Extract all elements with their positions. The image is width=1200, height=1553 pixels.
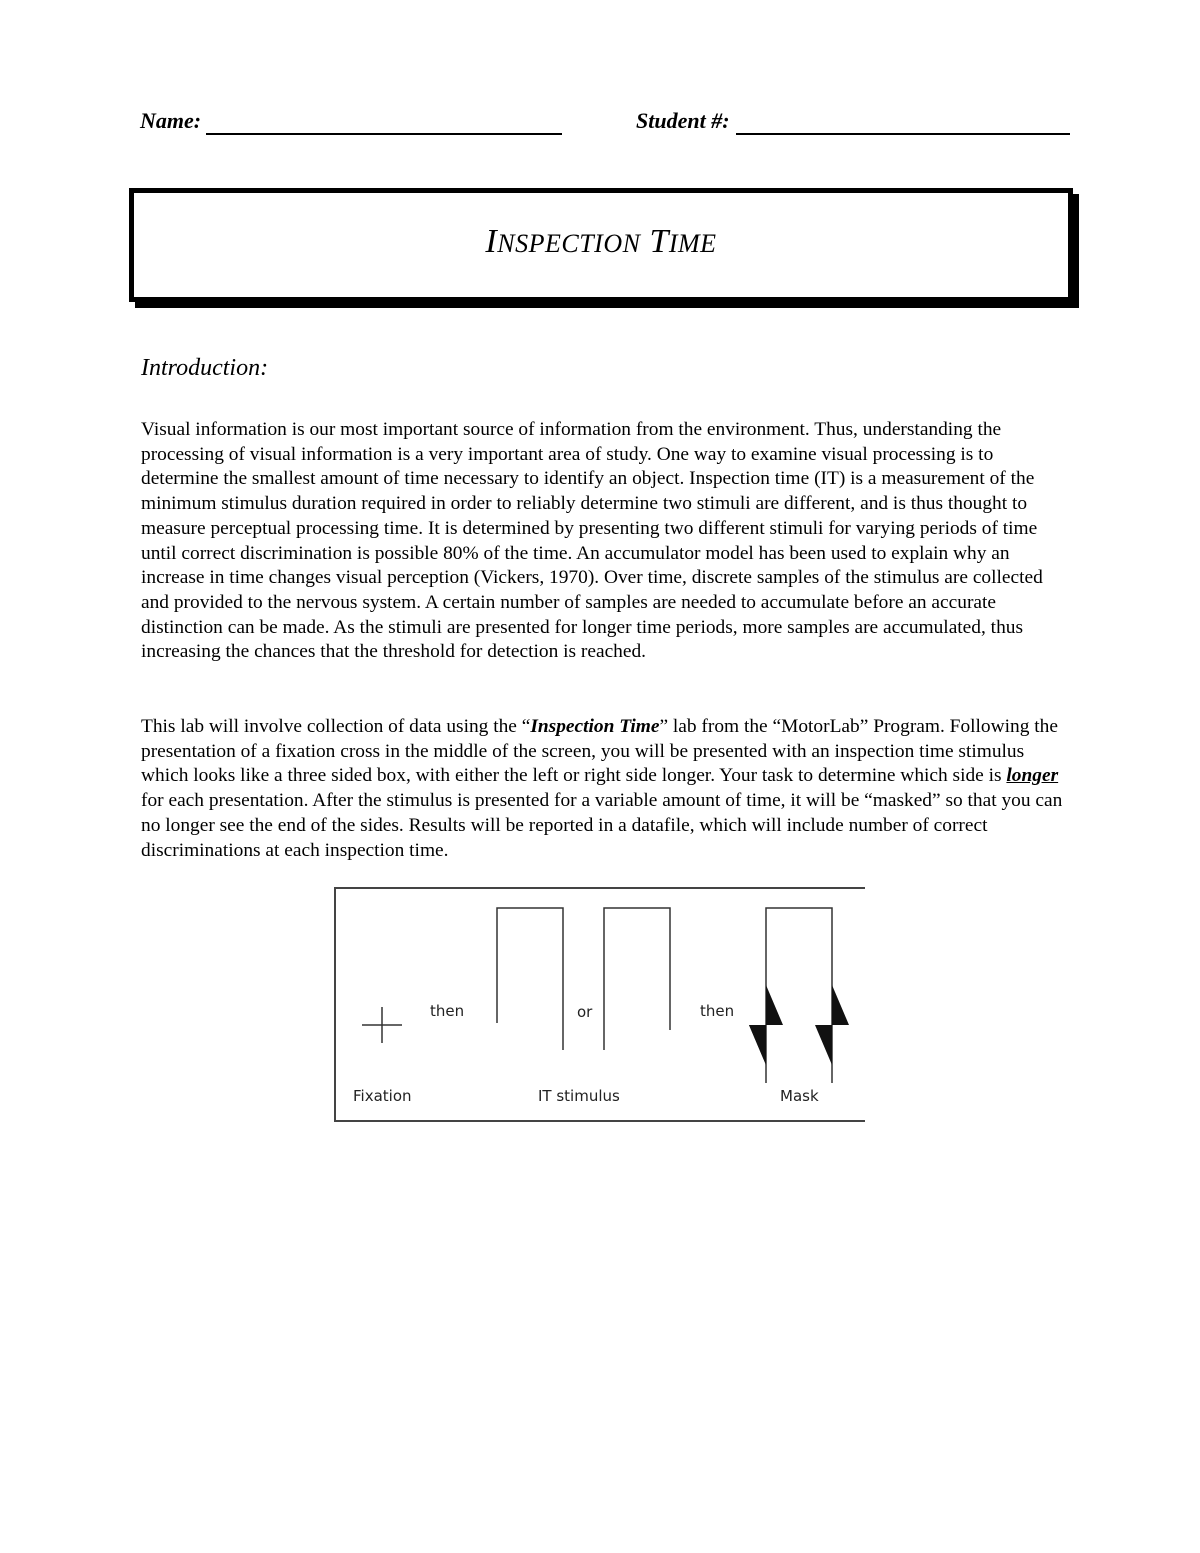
section-heading-introduction: Introduction: bbox=[141, 355, 269, 381]
fixation-cross-icon bbox=[362, 907, 402, 1043]
name-label: Name: bbox=[140, 108, 202, 133]
header-fields bbox=[140, 108, 1072, 138]
student-number-label: Student #: bbox=[636, 108, 730, 133]
name-field bbox=[140, 108, 201, 134]
emphasis-longer: longer bbox=[1006, 765, 1059, 787]
name-blank-line bbox=[206, 133, 562, 135]
inspection-time-figure bbox=[334, 887, 866, 1123]
figure-then-label-1: then bbox=[430, 1002, 465, 1020]
title-box bbox=[129, 188, 1073, 302]
figure-fixation-caption: Fixation bbox=[353, 1087, 412, 1105]
figure-or-label: or bbox=[577, 1003, 593, 1021]
it-stimulus-right-longer bbox=[604, 908, 670, 1050]
figure-then-label-2: then bbox=[700, 1002, 735, 1020]
student-number-blank-line bbox=[736, 133, 1070, 135]
figure-mask-caption: Mask bbox=[780, 1087, 819, 1105]
page-title: INSPECTION TIME bbox=[485, 223, 717, 260]
student-number-field bbox=[636, 108, 730, 134]
intro-paragraph-2: This lab will involve collection of data using the “Inspection Time” lab from the “MotorLab” Program. Following the presentation of a fixation cross in the middle of the screen, you will be presented with an inspection time stimulus which looks like a three sided box, with either the left or right side longer. Your task to determine which side is longer for each presentation. After the stimulus is presented for a variable amount of time, it will be “masked” so that you can no longer see the end of the sides. Results will be reported in a datafile, which will include number of correct discriminations at each inspection time. bbox=[141, 716, 1063, 861]
figure-it-stimulus-caption: IT stimulus bbox=[538, 1087, 620, 1105]
it-stimulus-left-longer bbox=[497, 908, 563, 1050]
emphasis-inspection-time: Inspection Time bbox=[530, 716, 660, 737]
mask-icon bbox=[749, 908, 849, 1083]
intro-paragraph-1: Visual information is our most important source of information from the environment. Thus, understanding the processing of visual information is a very important area of study. One way to examine visual processing is to determine the smallest amount of time necessary to identify an object. Inspection time (IT) is a measurement of the minimum stimulus duration required in order to reliably determine two stimuli are different, and is thus thought to measure perceptual processing time. It is determined by presenting two different stimuli for varying periods of time until correct discrimination is possible 80% of the time. An accumulator model has been used to explain why an increase in time changes visual perception (Vickers, 1970). Over time, discrete samples of the stimulus are collected and provided to the nervous system. A certain number of samples are needed to accumulate before an accurate distinction can be made. As the stimuli are presented for longer time periods, more samples are accumulated, thus increasing the chances that the threshold for detection is reached. bbox=[141, 419, 1043, 663]
